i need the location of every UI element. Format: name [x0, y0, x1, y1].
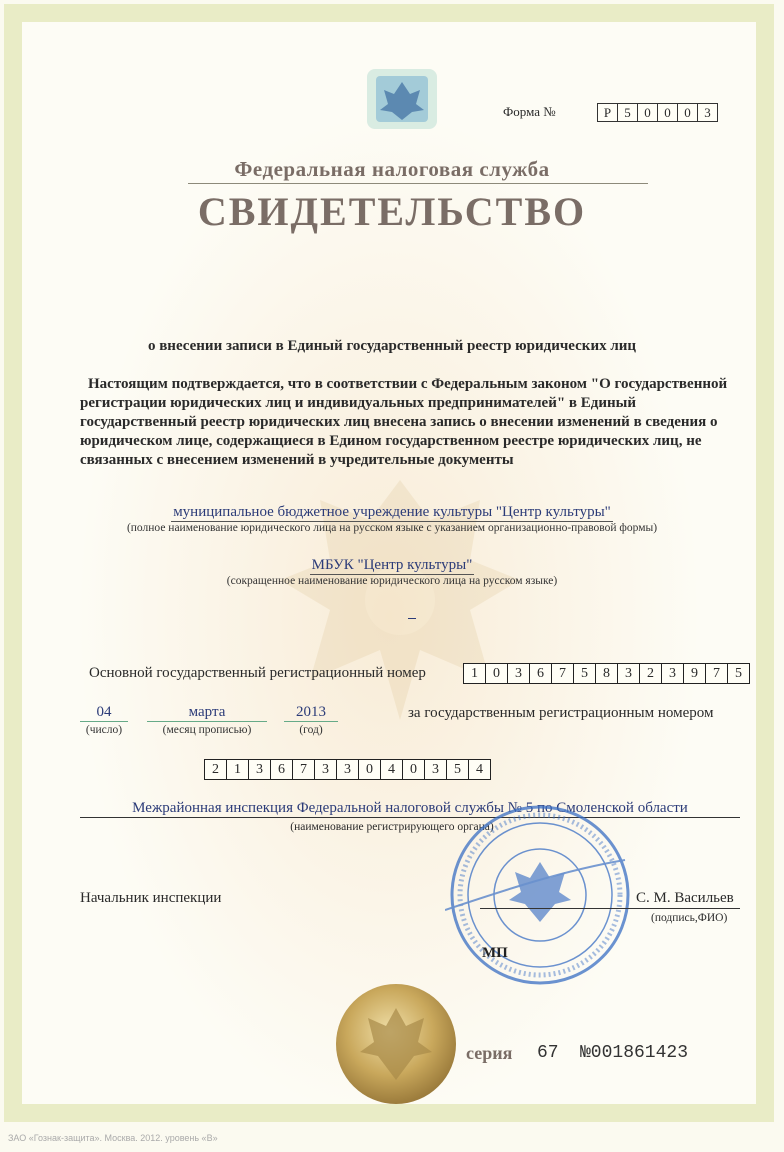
- document-subtitle: о внесении записи в Единый государственный реестр юридических лиц: [147, 338, 637, 354]
- form-label: Форма №: [503, 104, 556, 119]
- series-value: 67: [537, 1043, 559, 1063]
- ogrn-digit: 7: [705, 663, 728, 684]
- ink-mark: [408, 618, 416, 619]
- entity-full-name: муниципальное бюджетное учреждение культуры "Центр культуры": [173, 504, 611, 520]
- date-day-caption: (число): [85, 724, 123, 736]
- certification-paragraph: Настоящим подтверждается, что в соответствии с Федеральным законом "О государственной регистрации юридических лиц и индивидуальных предпринимателей" в Единый государственный реестр юридических лиц внесена запись о внесении изменений в сведения о юридическом лице, содержащиеся в Едином государственном реестре юридических лиц, не связанных с внесением изменений в учредительные документы: [80, 376, 728, 468]
- ogrn-digit: 7: [551, 663, 574, 684]
- grn-digit: 0: [358, 759, 381, 780]
- ogrn-digit: 1: [463, 663, 486, 684]
- signer-position: Начальник инспекции: [80, 890, 222, 906]
- date-day: 04: [80, 704, 128, 722]
- date-year: 2013: [284, 704, 338, 722]
- seal-place-label: МП: [482, 945, 508, 961]
- grn-digit: 3: [336, 759, 359, 780]
- series-label: серия: [466, 1043, 513, 1063]
- document-title: СВИДЕТЕЛЬСТВО: [197, 189, 587, 234]
- grn-digit: 0: [402, 759, 425, 780]
- official-stamp-icon: [445, 800, 635, 990]
- agency-divider: [188, 183, 648, 184]
- entity-short-name: МБУК "Центр культуры": [311, 557, 473, 573]
- entity-short-name-caption: (сокращенное наименование юридического лица на русском языке): [226, 575, 558, 587]
- gold-seal-icon: [334, 982, 458, 1106]
- ogrn-digit: 2: [639, 663, 662, 684]
- date-month-caption: (месяц прописью): [162, 724, 252, 736]
- emblem-icon: [362, 64, 442, 134]
- ogrn-digit: 8: [595, 663, 618, 684]
- form-code-char: 5: [617, 103, 638, 122]
- form-code-char: 0: [657, 103, 678, 122]
- ogrn-label: Основной государственный регистрационный номер: [89, 665, 426, 681]
- ogrn-digit: 6: [529, 663, 552, 684]
- form-code-char: 3: [697, 103, 718, 122]
- ogrn-digit: 9: [683, 663, 706, 684]
- grn-digit: 4: [380, 759, 403, 780]
- ogrn-digit: 5: [573, 663, 596, 684]
- agency-name: Федеральная налоговая служба: [234, 157, 550, 181]
- grn-digit: 2: [204, 759, 227, 780]
- registering-authority-caption: (наименование регистрирующего органа): [290, 821, 494, 833]
- grn-digit: 3: [314, 759, 337, 780]
- ogrn-digit: 3: [617, 663, 640, 684]
- grn-label: за государственным регистрационным номером: [408, 705, 714, 721]
- ogrn-digit: 0: [485, 663, 508, 684]
- date-year-caption: (год): [299, 724, 323, 736]
- entity-full-name-caption: (полное наименование юридического лица на русском языке с указанием организационно-правовой формы): [126, 522, 658, 534]
- grn-number: [205, 759, 491, 780]
- grn-digit: 4: [468, 759, 491, 780]
- grn-digit: 3: [424, 759, 447, 780]
- grn-digit: 3: [248, 759, 271, 780]
- form-code-char: 0: [637, 103, 658, 122]
- printer-imprint: ЗАО «Гознак-защита». Москва. 2012. уровень «В»: [8, 1133, 218, 1143]
- ogrn-digit: 5: [727, 663, 750, 684]
- registering-authority: Межрайонная инспекция Федеральной налоговой службы № 5 по Смоленской области: [80, 800, 740, 818]
- entity-full-name-row: [40, 503, 744, 522]
- date-month: марта: [147, 704, 267, 722]
- ogrn-number: [464, 663, 750, 684]
- form-code-char: Р: [597, 103, 618, 122]
- signature-caption: (подпись,ФИО): [651, 912, 728, 924]
- grn-digit: 7: [292, 759, 315, 780]
- entity-short-name-row: [40, 556, 744, 575]
- signature-line: [480, 908, 740, 909]
- grn-digit: 1: [226, 759, 249, 780]
- signer-name: С. М. Васильев: [636, 890, 734, 906]
- grn-digit: 6: [270, 759, 293, 780]
- grn-digit: 5: [446, 759, 469, 780]
- form-code-char: 0: [677, 103, 698, 122]
- document-number: №001861423: [580, 1043, 689, 1063]
- ogrn-digit: 3: [661, 663, 684, 684]
- ogrn-digit: 3: [507, 663, 530, 684]
- form-code: [598, 103, 718, 122]
